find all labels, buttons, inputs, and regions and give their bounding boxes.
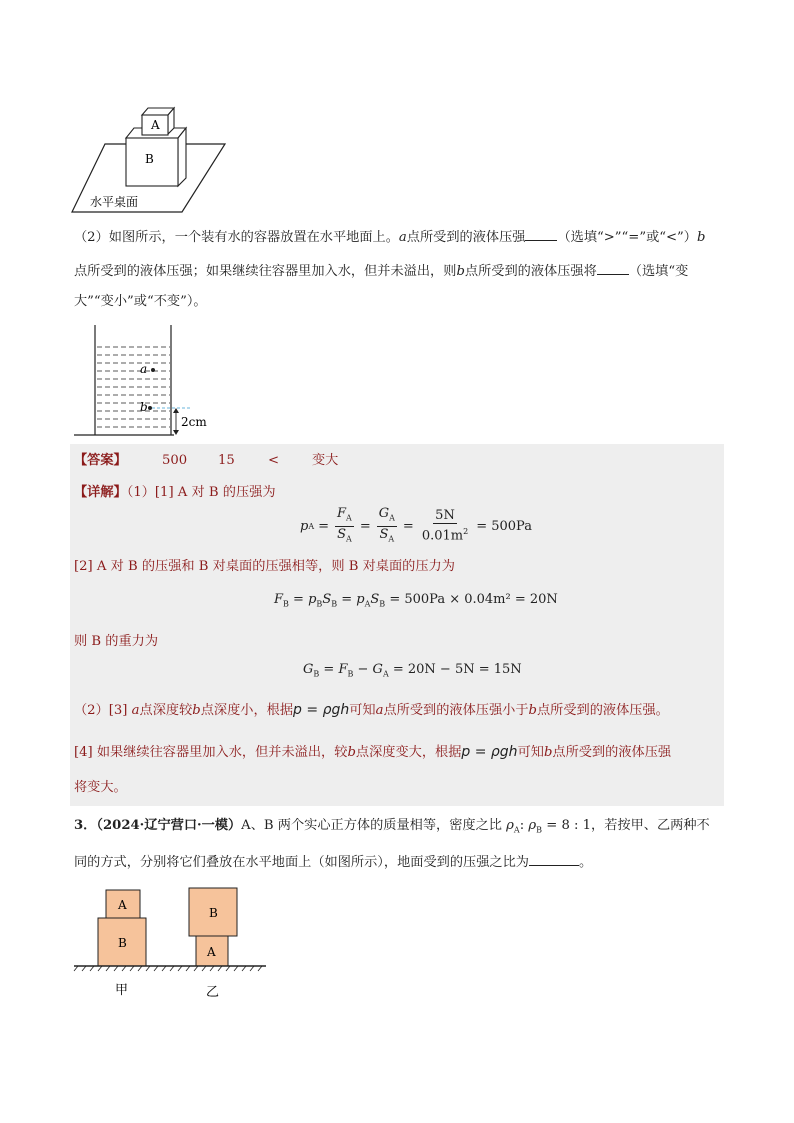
- table-caption: 水平桌面: [90, 195, 139, 209]
- detail-line-4: （2）[3] a点深度较b点深度小，根据p = ρgh可知a点所受到的液体压强小于b点所受到的液体压强。: [74, 702, 669, 718]
- equation-1: p A = $\frac{F_A}{S_A}$ = $\frac{G_A}{S_A}$ = $\frac{5N}{0.01m^2}$ = 500Pa: [300, 506, 532, 544]
- point-a: [151, 368, 155, 372]
- equation-3: $G_B = F_B - G_A = 20N - 5N = 15N$: [303, 662, 522, 679]
- answer-value-2: 15: [218, 453, 235, 468]
- answer-value-3: <: [268, 453, 280, 468]
- water-hatching: [97, 347, 170, 427]
- answer-value-4: 变大: [312, 453, 339, 468]
- label-b: B: [145, 152, 154, 166]
- svg-text:A: A: [207, 945, 216, 959]
- label-a: A: [151, 118, 160, 132]
- point-b: [148, 406, 152, 410]
- svg-text:B: B: [209, 906, 218, 920]
- q2-line-1: （2）如图所示，一个装有水的容器放置在水平地面上。a点所受到的液体压强 （选填“>”“=”或“<”）b: [74, 230, 706, 245]
- q2-line-3: 大”“变小”或“不变”）。: [74, 294, 207, 309]
- answer-value-1: 500: [162, 453, 188, 468]
- point-a-label: a: [140, 362, 148, 376]
- detail-line-6: 将变大。: [74, 780, 127, 795]
- q3-line-1: 3．（2024·辽宁营口·一模）A、B 两个实心正方体的质量相等，密度之比 $\rho_A$: $\rho_B = 8$ : 1，若按甲、乙两种不: [74, 818, 710, 835]
- q3-line-2: 同的方式，分别将它们叠放在水平地面上（如图所示），地面受到的压强之比为 。: [74, 855, 593, 870]
- answer-row: 【答案】: [74, 453, 127, 468]
- detail-line-1: 【详解】（1）[1] A 对 B 的压强为: [74, 485, 276, 500]
- blocks-on-table-figure: [70, 100, 230, 215]
- dim-label: 2cm: [181, 415, 207, 429]
- label-yi: 乙: [206, 985, 220, 1000]
- water-container-figure: [70, 325, 220, 440]
- q2-line-2: 点所受到的液体压强；如果继续往容器里加入水，但并未溢出，则b点所受到的液体压强将 （选填“变: [74, 264, 689, 279]
- detail-line-5: [4] 如果继续往容器里加入水，但并未溢出，较b点深度变大，根据p = ρgh可知b点所受到的液体压强: [74, 744, 672, 760]
- label-jia: 甲: [115, 983, 129, 998]
- ground-hatching: [74, 966, 262, 971]
- svg-text:A: A: [118, 898, 127, 912]
- point-b-label: b: [140, 400, 148, 414]
- detail-line-2: [2] A 对 B 的压强和 B 对桌面的压强相等，则 B 对桌面的压力为: [74, 559, 455, 574]
- equation-2: $F_B = p_BS_B = p_AS_B = 500Pa \times 0.04m^2 = 20N$: [274, 592, 558, 609]
- stacked-cubes-figure: [70, 884, 270, 1004]
- svg-text:B: B: [118, 936, 127, 950]
- detail-line-3: 则 B 的重力为: [74, 634, 159, 649]
